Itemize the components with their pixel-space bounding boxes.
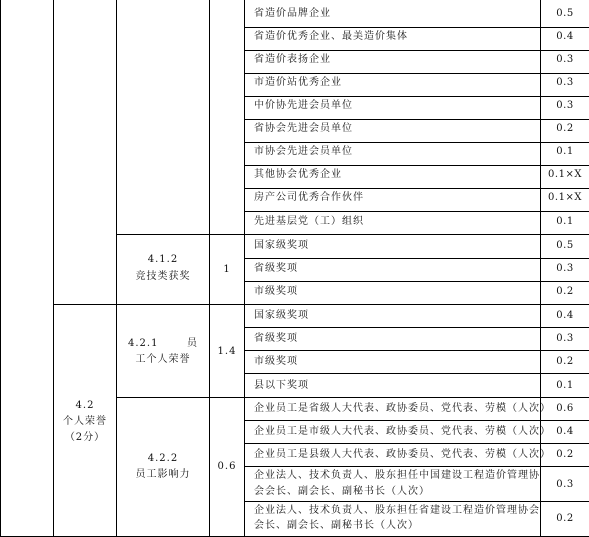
col-line-5 <box>244 0 245 537</box>
score-value: 0.2 <box>556 286 574 297</box>
score-value: 0.1×X <box>548 192 582 203</box>
section-code: 4.2.2 <box>147 453 179 464</box>
item-label: 企业员工是省级人大代表、政协委员、党代表、劳模（人次） <box>254 403 551 414</box>
row-line <box>244 142 589 143</box>
category-points: （2分） <box>64 432 106 443</box>
score-value: 0.4 <box>556 426 574 437</box>
section-code: 4.1.2 <box>147 254 179 265</box>
section-weight: 1.4 <box>217 346 237 357</box>
row-line <box>244 73 589 74</box>
section-name: 竞技类获奖 <box>135 271 191 282</box>
score-value: 0.1 <box>556 380 574 391</box>
row-line <box>244 119 589 120</box>
row-line <box>244 466 589 467</box>
score-value: 0.3 <box>556 100 574 111</box>
score-value: 0.1×X <box>548 169 582 180</box>
item-label: 其他协会优秀企业 <box>254 169 342 180</box>
item-label: 县以下奖项 <box>254 380 309 391</box>
section-weight: 1 <box>223 264 231 275</box>
score-value: 0.4 <box>556 31 574 42</box>
score-value: 0.3 <box>556 263 574 274</box>
row-line <box>244 27 589 28</box>
item-label: 省级奖项 <box>254 263 298 274</box>
item-label: 企业员工是市级人大代表、政协委员、党代表、劳模（人次） <box>254 426 551 437</box>
item-label: 省造价表扬企业 <box>254 54 331 65</box>
section-line <box>116 397 589 398</box>
score-value: 0.3 <box>556 77 574 88</box>
item-label: 国家级奖项 <box>254 240 309 251</box>
section-line <box>116 234 589 235</box>
col-line-1 <box>0 0 1 537</box>
score-value: 0.3 <box>556 333 574 344</box>
item-label: 市级奖项 <box>254 286 298 297</box>
row-line <box>244 350 589 351</box>
section-line <box>53 304 589 305</box>
section-code: 4.2.1 <box>128 338 159 349</box>
item-label: 省级奖项 <box>254 333 298 344</box>
score-value: 0.6 <box>556 403 574 414</box>
section-name: 员工影响力 <box>135 469 191 480</box>
row-line <box>244 50 589 51</box>
item-label-line2: 会长、副会长、副秘书长（人次） <box>254 520 419 531</box>
score-value: 0.2 <box>556 449 574 460</box>
score-value: 0.5 <box>556 8 574 19</box>
row-line <box>244 165 589 166</box>
item-label-line1: 企业法人、技术负责人、股东担任省建设工程造价管理协会 <box>254 505 540 516</box>
item-label: 省造价优秀企业、最美造价集体 <box>254 31 408 42</box>
score-value: 0.2 <box>556 123 574 134</box>
row-line <box>244 373 589 374</box>
row-line <box>244 443 589 444</box>
item-label: 市造价站优秀企业 <box>254 77 342 88</box>
item-label: 企业员工是县级人大代表、政协委员、党代表、劳模（人次） <box>254 449 551 460</box>
item-label: 省协会先进会员单位 <box>254 123 353 134</box>
item-label: 先进基层党（工）组织 <box>254 216 364 227</box>
row-line <box>244 258 589 259</box>
col-line-2 <box>53 0 54 537</box>
row-line <box>244 501 589 502</box>
item-label: 市协会先进会员单位 <box>254 146 353 157</box>
section-name-part: 员 <box>187 338 198 349</box>
section-weight: 0.6 <box>217 461 237 472</box>
score-value: 0.1 <box>556 216 574 227</box>
item-label: 国家级奖项 <box>254 310 309 321</box>
score-value: 0.2 <box>556 513 574 524</box>
row-line <box>244 281 589 282</box>
row-line <box>244 211 589 212</box>
score-value: 0.4 <box>556 310 574 321</box>
row-line <box>244 420 589 421</box>
item-label-line1: 企业法人、技术负责人、股东担任中国建设工程造价管理协 <box>254 470 540 481</box>
category-name: 个人荣誉 <box>63 416 107 427</box>
category-code: 4.2 <box>75 400 95 411</box>
item-label: 中价协先进会员单位 <box>254 100 353 111</box>
score-value: 0.2 <box>556 356 574 367</box>
section-name: 工个人荣誉 <box>135 354 191 365</box>
row-line <box>244 327 589 328</box>
score-value: 0.3 <box>556 54 574 65</box>
row-line <box>244 96 589 97</box>
item-label: 房产公司优秀合作伙伴 <box>254 192 364 203</box>
score-value: 0.5 <box>556 240 574 251</box>
score-value: 0.3 <box>556 479 574 490</box>
item-label: 省造价品牌企业 <box>254 8 331 19</box>
item-label: 市级奖项 <box>254 356 298 367</box>
row-line <box>244 188 589 189</box>
item-label-line2: 会会长、副会长、副秘书长（人次） <box>254 486 430 497</box>
score-value: 0.1 <box>556 146 574 157</box>
